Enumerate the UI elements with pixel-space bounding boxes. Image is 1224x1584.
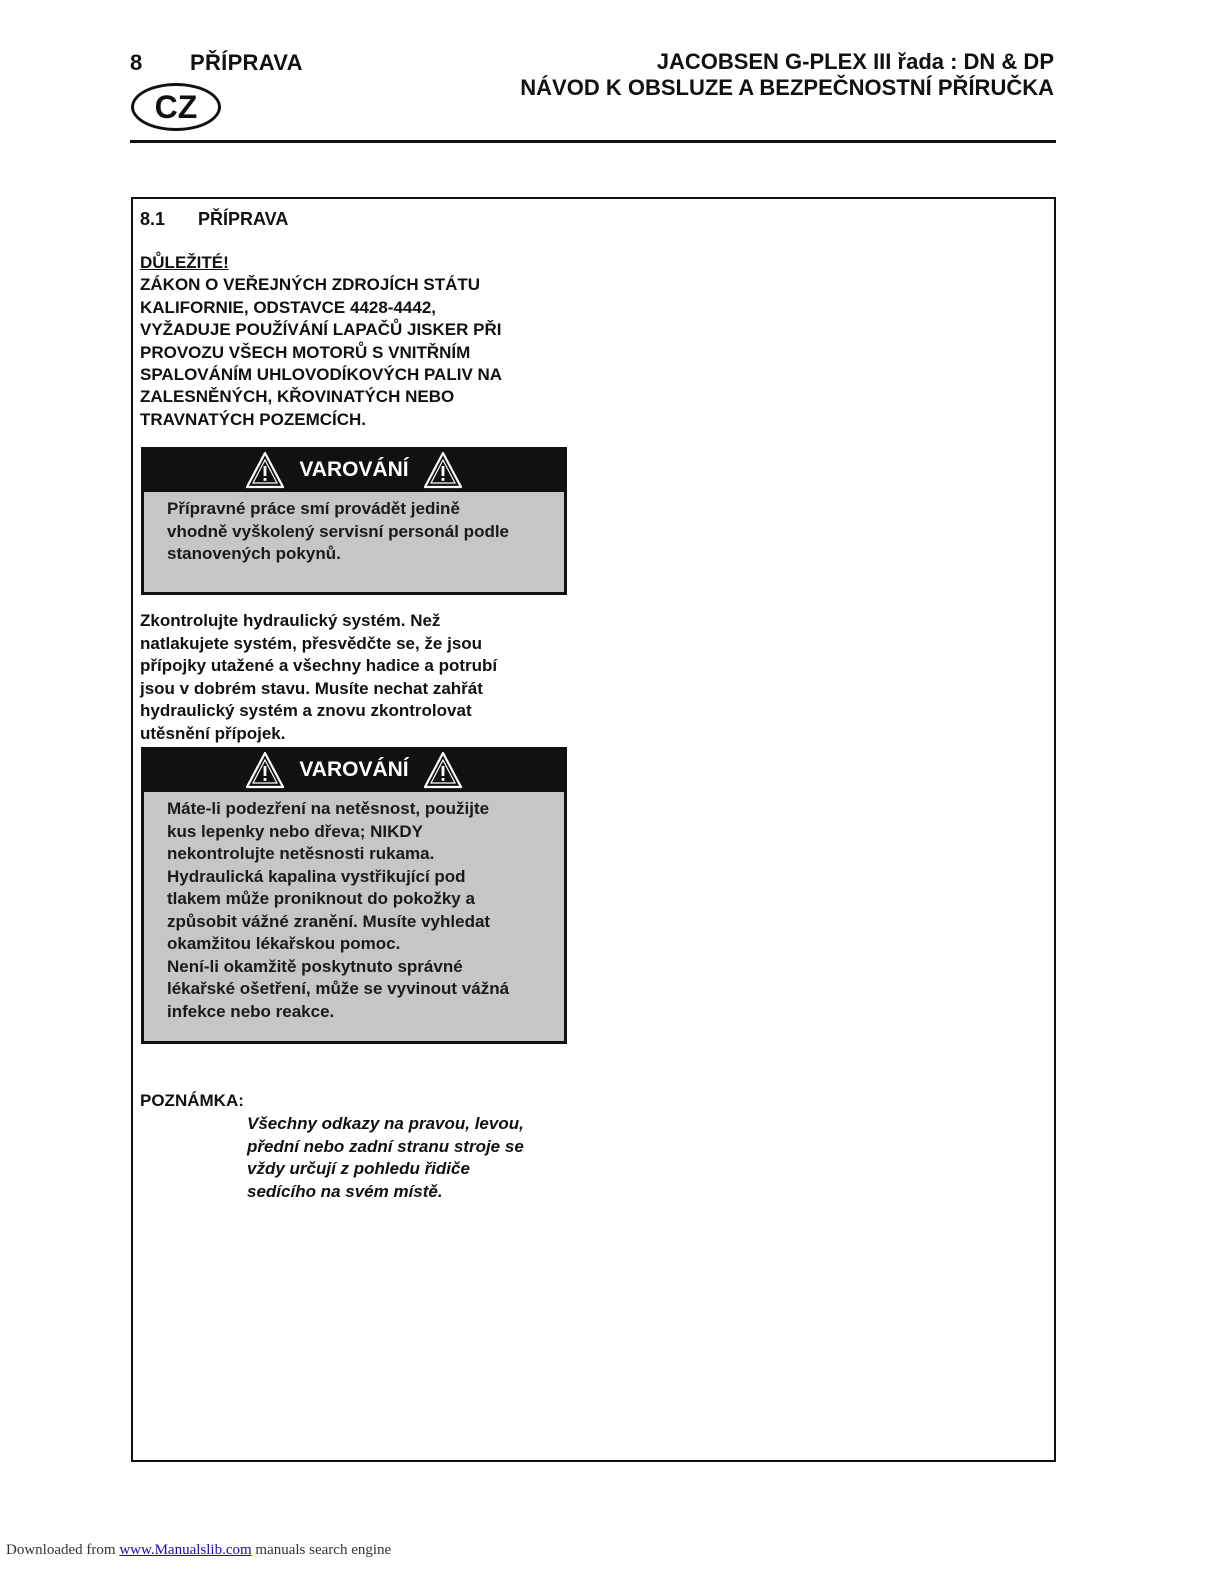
warning-line: vhodně vyškolený servisní personál podle — [167, 521, 510, 541]
important-line: ZALESNĚNÝCH, KŘOVINATÝCH NEBO — [140, 387, 455, 407]
section-title: PŘÍPRAVA — [198, 209, 289, 229]
footer-prefix: Downloaded from — [6, 1542, 116, 1558]
important-line: SPALOVÁNÍM UHLOVODÍKOVÝCH PALIV NA — [140, 365, 503, 385]
note-line: Všechny odkazy na pravou, levou, — [247, 1114, 524, 1133]
important-line: TRAVNATÝCH POZEMCÍCH. — [140, 409, 367, 429]
note-line: sedícího na svém místě. — [247, 1181, 443, 1201]
paragraph-line: jsou v dobrém stavu. Musíte nechat zahřát — [140, 678, 483, 698]
paragraph-line: přípojky utažené a všechny hadice a potrubí — [140, 656, 498, 675]
note-text — [247, 1113, 567, 1203]
warning-line: nekontrolujte netěsnosti rukama. — [167, 844, 435, 863]
important-line: VYŽADUJE POUŽÍVÁNÍ LAPAČŮ JISKER PŘI — [140, 320, 502, 340]
paragraph-line: hydraulický systém a znovu zkontrolovat — [140, 701, 472, 720]
warning-line: okamžitou lékařskou pomoc. — [167, 934, 401, 953]
warning-header — [144, 747, 564, 792]
warning-line: Máte-li podezření na netěsnost, použijte — [167, 799, 490, 818]
header-divider — [130, 140, 1056, 143]
header-title-block — [520, 49, 1054, 101]
manual-title: JACOBSEN G-PLEX III řada : DN & DP — [656, 49, 1054, 74]
paragraph-line: natlakujete systém, přesvědčte se, že jsou — [140, 633, 483, 653]
warning-header — [144, 447, 564, 492]
important-notice — [140, 252, 560, 431]
warning-triangle-icon — [423, 451, 463, 489]
warning-line: stanovených pokynů. — [167, 544, 341, 563]
warning-line: Není-li okamžitě poskytnuto správné — [167, 956, 463, 976]
warning-label: VAROVÁNÍ — [299, 757, 409, 781]
warning-body — [144, 492, 564, 592]
warning-line: lékařské ošetření, může se vyvinout vážná — [167, 979, 510, 998]
warning-line: kus lepenky nebo dřeva; NIKDY — [167, 821, 424, 841]
warning-line: Přípravné práce smí provádět jedině — [167, 499, 460, 518]
note-line: přední nebo zadní stranu stroje se — [247, 1136, 524, 1156]
manualslib-link[interactable]: www.Manualslib.com — [119, 1542, 252, 1558]
language-badge: CZ — [131, 83, 221, 131]
footer-suffix: manuals search engine — [255, 1542, 392, 1558]
warning-triangle-icon — [423, 751, 463, 789]
section-heading — [140, 209, 288, 230]
warning-line: tlakem může proniknout do pokožky a — [167, 889, 475, 908]
warning-box — [141, 747, 567, 1044]
warning-line: infekce nebo reakce. — [167, 1001, 335, 1021]
warning-triangle-icon — [245, 751, 285, 789]
paragraph-line: Zkontrolujte hydraulický systém. Než — [140, 611, 441, 630]
hydraulic-check-paragraph — [140, 610, 560, 745]
important-line: ZÁKON O VEŘEJNÝCH ZDROJÍCH STÁTU — [140, 275, 481, 295]
warning-box — [141, 447, 567, 595]
note-line: vždy určují z pohledu řidiče — [247, 1159, 470, 1178]
note-label: POZNÁMKA: — [140, 1091, 244, 1110]
warning-label: VAROVÁNÍ — [299, 457, 409, 481]
page-number: 8 — [130, 50, 143, 75]
section-number: 8.1 — [140, 209, 166, 229]
warning-line: Hydraulická kapalina vystřikující pod — [167, 866, 466, 886]
important-line: KALIFORNIE, ODSTAVCE 4428-4442, — [140, 297, 437, 317]
warning-body — [144, 792, 564, 1041]
paragraph-line: utěsnění přípojek. — [140, 723, 286, 743]
manual-subtitle: NÁVOD K OBSLUZE A BEZPEČNOSTNÍ PŘÍRUČKA — [520, 75, 1054, 100]
download-footer — [6, 1542, 391, 1559]
header-section-title: PŘÍPRAVA — [190, 50, 303, 75]
warning-triangle-icon — [245, 451, 285, 489]
important-line: PROVOZU VŠECH MOTORŮ S VNITŘNÍM — [140, 342, 471, 362]
warning-line: způsobit vážné zranění. Musíte vyhledat — [167, 911, 491, 931]
important-heading: DŮLEŽITÉ! — [140, 253, 229, 272]
